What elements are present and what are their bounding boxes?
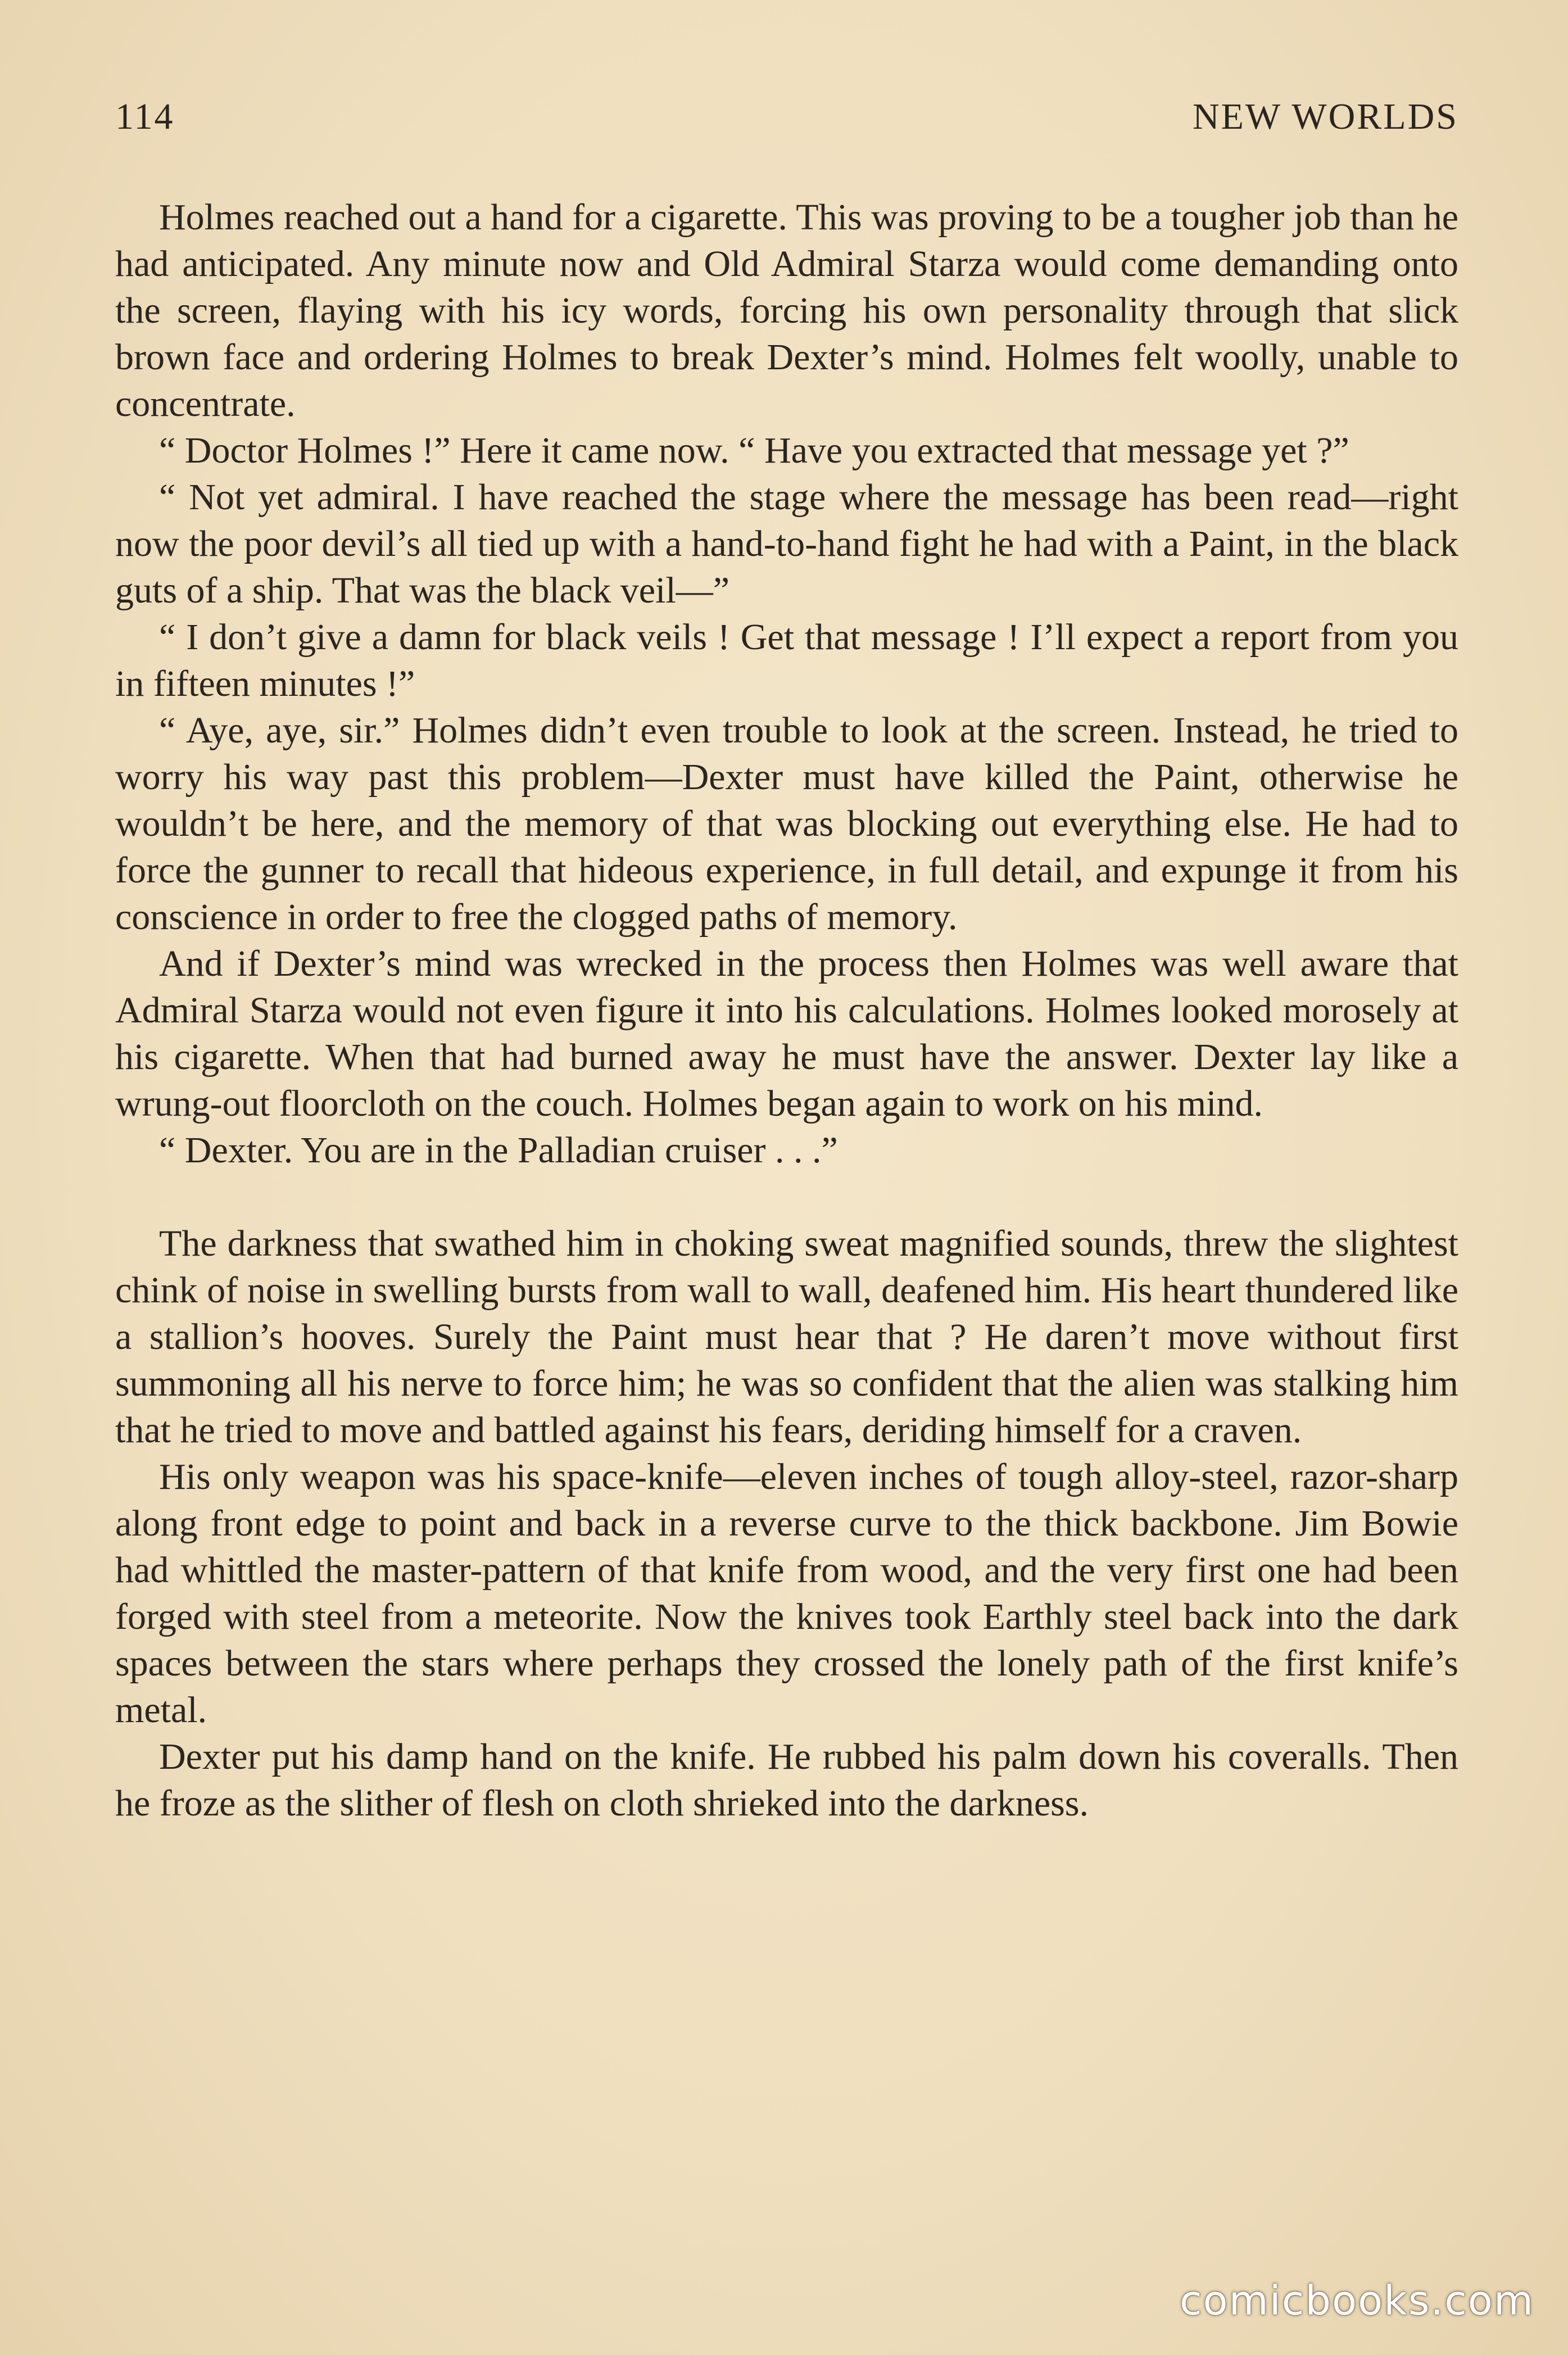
paragraph: “ Not yet admiral. I have reached the stage where the message has been read—right now the poor devil’s all tied up with a hand-to-hand fight he had with a Paint, in the black guts of a ship. That was the black veil—” <box>115 477 1458 611</box>
paragraph: And if Dexter’s mind was wrecked in the process then Holmes was well aware that Admiral Starza would not even figure it into his calculations. Holmes looked morosely at his cigarette. When that had burned away he must have the answer. Dexter lay like a wrung-out floorcloth on the couch. Holmes began again to work on his mind. <box>115 943 1458 1124</box>
paragraph: Dexter put his damp hand on the knife. He rubbed his palm down his coveralls. Then he froze as the slither of flesh on cloth shrieked into the darkness. <box>115 1736 1458 1824</box>
page-header <box>115 96 1458 138</box>
paragraph: His only weapon was his space-knife—eleven inches of tough alloy-steel, razor-sharp along front edge to point and back in a reverse curve to the thick backbone. Jim Bowie had whittled the master-pattern of that knife from wood, and the very first one had been forged with steel from a meteorite. Now the knives took Earthly steel back into the dark spaces between the stars where perhaps they crossed the lonely path of the first knife’s metal. <box>115 1456 1458 1731</box>
paragraph: Holmes reached out a hand for a cigarette. This was proving to be a tougher job than he had anticipated. Any minute now and Old Admiral Starza would come demanding onto the screen, flaying with his icy words, forcing his own personality through that slick brown face and ordering Holmes to break Dexter’s mind. Holmes felt woolly, unable to concentrate. <box>115 197 1458 424</box>
paragraph: “ Aye, aye, sir.” Holmes didn’t even trouble to look at the screen. Instead, he tried to worry his way past this problem—Dexter must have killed the Paint, otherwise he wouldn’t be here, and the memory of that was blocking out everything else. He had to force the gunner to recall that hideous experience, in full detail, and expunge it from his conscience in order to free the clogged paths of memory. <box>115 710 1458 938</box>
paragraph: “ Dexter. You are in the Palladian cruiser . . .” <box>159 1130 838 1171</box>
paragraph: “ Doctor Holmes !” Here it came now. “ Have you extracted that message yet ?” <box>159 430 1349 471</box>
watermark: comicbooks.com <box>1179 2277 1534 2324</box>
page-number: 114 <box>115 96 175 137</box>
paragraph: The darkness that swathed him in choking sweat magnified sounds, threw the slightest chink of noise in swelling bursts from wall to wall, deafened him. His heart thundered like a stallion’s hooves. Surely the Paint must hear that ? He daren’t move without first summoning all his nerve to force him; he was so confident that the alien was stalking him that he tried to move and battled against his fears, deriding himself for a craven. <box>115 1223 1458 1451</box>
running-title: NEW WORLDS <box>1192 96 1458 137</box>
paragraph: “ I don’t give a damn for black veils ! Get that message ! I’ll expect a report from you in fifteen minutes !” <box>115 617 1458 704</box>
section-break <box>115 1174 1458 1220</box>
body-text <box>115 194 1458 1827</box>
